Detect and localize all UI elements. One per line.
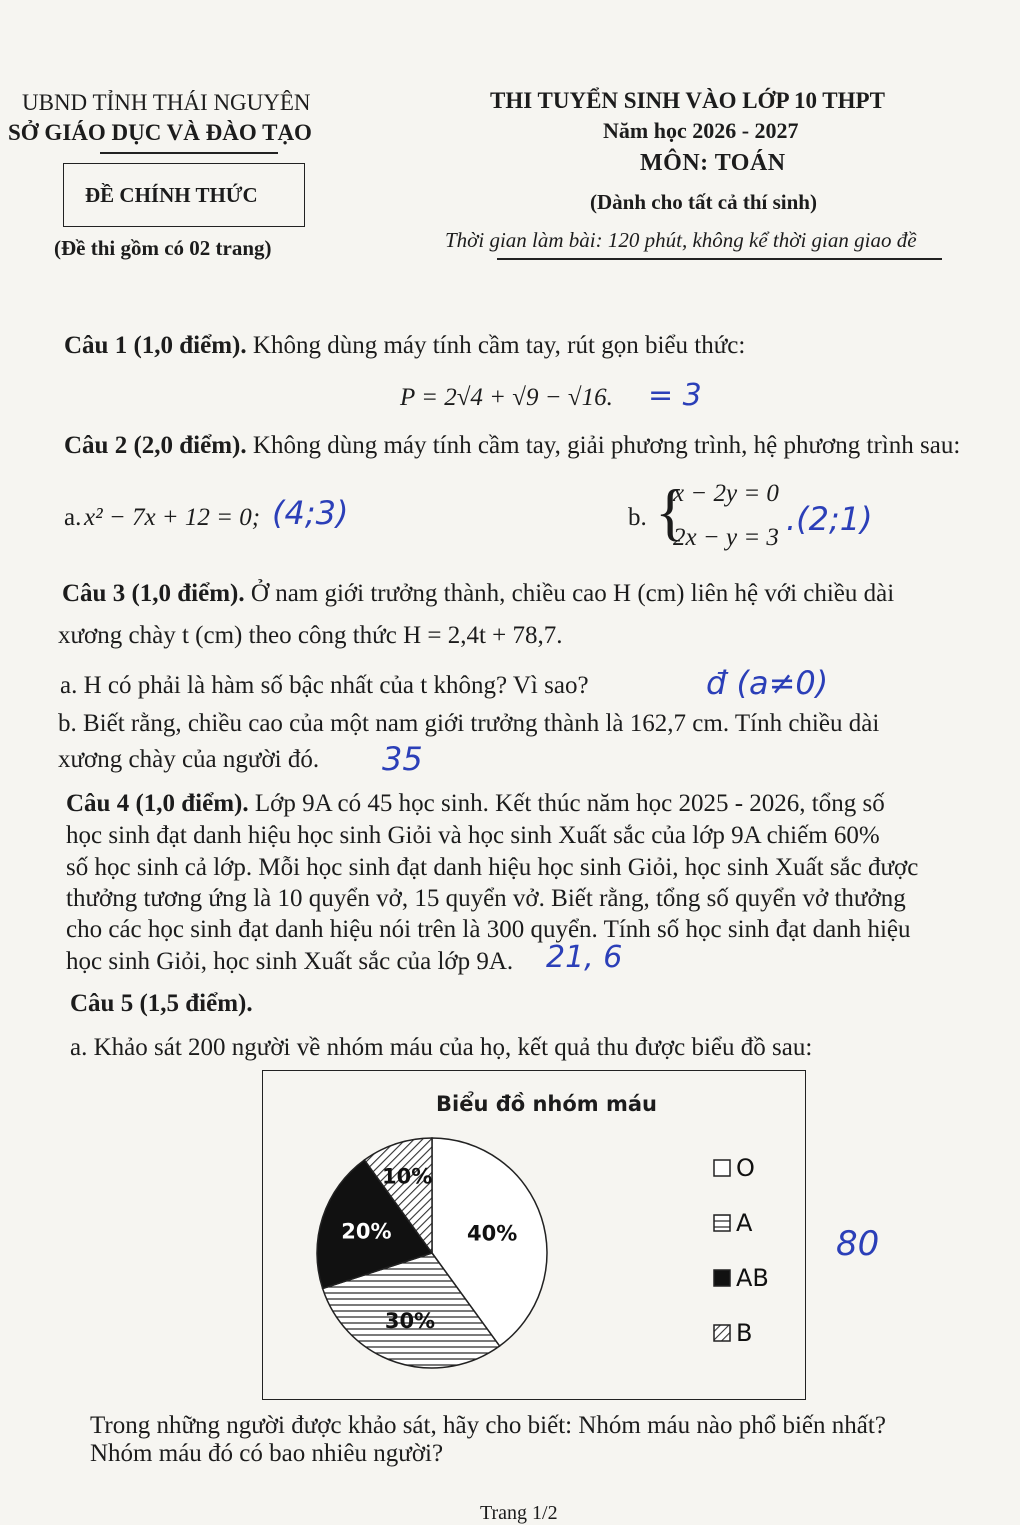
q4-line2: học sinh đạt danh hiệu học sinh Giỏi và học sinh Xuất sắc của lớp 9A chiếm 60%: [66, 822, 880, 849]
legend-label-b: B: [736, 1319, 753, 1347]
q3-b-handwritten: 35: [382, 740, 423, 778]
q5-handwritten: 80: [836, 1224, 880, 1264]
legend-label-a: A: [736, 1209, 753, 1237]
time-note: Thời gian làm bài: 120 phút, không kể thời gian giao đề: [445, 228, 917, 252]
q3-line1: [62, 580, 894, 608]
q2-a-handwritten: (4;3): [272, 494, 349, 532]
q2-a-label: a.: [64, 504, 82, 531]
legend-label-ab: AB: [736, 1264, 769, 1292]
q2-text: Không dùng máy tính cầm tay, giải phương trình, hệ phương trình sau:: [252, 432, 961, 459]
q1-handwritten: = 3: [648, 378, 702, 413]
pages-note: (Đề thi gồm có 02 trang): [54, 236, 272, 260]
q5-a: a. Khảo sát 200 người về nhóm máu của họ, kết quả thu được biểu đồ sau:: [70, 1034, 813, 1061]
q1-line: [64, 332, 745, 360]
pie-label-a: 30%: [384, 1308, 436, 1333]
q2-line: [64, 432, 960, 460]
q5-question-line1: Trong những người được khảo sát, hãy cho biết: Nhóm máu nào phổ biến nhất?: [90, 1412, 886, 1439]
header-right-line1: THI TUYỂN SINH VÀO LỚP 10 THPT: [490, 88, 885, 113]
q3-a: a. H có phải là hàm số bậc nhất của t không? Vì sao?: [60, 672, 589, 699]
official-label: ĐỀ CHÍNH THỨC: [85, 183, 258, 207]
q4-line1: [66, 790, 885, 818]
legend-swatch-a: [714, 1215, 730, 1231]
audience: (Dành cho tất cả thí sinh): [590, 190, 817, 214]
q3-title: Câu 3 (1,0 điểm).: [62, 580, 245, 607]
pie-label-b: 10%: [381, 1164, 433, 1189]
q1-formula: P = 2√4 + √9 − √16.: [400, 384, 613, 411]
legend-swatch-ab: [714, 1270, 730, 1286]
q5-question-line2: Nhóm máu đó có bao nhiêu người?: [90, 1440, 444, 1467]
legend-swatch-o: [714, 1160, 730, 1176]
header-left-underline: [100, 152, 278, 154]
q3-line2: xương chày t (cm) theo công thức H = 2,4t + 78,7.: [58, 622, 563, 649]
q4-line6: học sinh Giỏi, học sinh Xuất sắc của lớp 9A.: [66, 948, 514, 975]
q5-title: Câu 5 (1,5 điểm).: [70, 990, 253, 1017]
header-left-line1: UBND TỈNH THÁI NGUYÊN: [22, 90, 311, 115]
chart-title: Biểu đồ nhóm máu: [436, 1092, 658, 1116]
pie-label-o: 40%: [467, 1221, 518, 1246]
header-left-line2: SỞ GIÁO DỤC VÀ ĐÀO TẠO: [8, 120, 312, 145]
time-underline: [497, 258, 942, 260]
q4-title: Câu 4 (1,0 điểm).: [66, 790, 249, 817]
header-right-line2: Năm học 2026 - 2027: [603, 118, 799, 143]
subject: MÔN: TOÁN: [640, 150, 786, 176]
q3-b-line1: b. Biết rằng, chiều cao của một nam giới trưởng thành là 162,7 cm. Tính chiều dài: [58, 710, 880, 737]
q3-text1: Ở nam giới trưởng thành, chiều cao H (cm) liên hệ với chiều dài: [250, 580, 895, 607]
q4-handwritten: 21, 6: [546, 940, 623, 975]
q2-b-handwritten: .(2;1): [786, 500, 873, 538]
legend-label-o: O: [736, 1154, 755, 1182]
q4-line3: số học sinh cả lớp. Mỗi học sinh đạt danh hiệu học sinh Giỏi, học sinh Xuất sắc được: [66, 854, 919, 881]
q3-a-handwritten: đ (a≠0): [706, 664, 829, 702]
q2-b-label: b.: [628, 504, 647, 531]
q4-text1: Lớp 9A có 45 học sinh. Kết thúc năm học 2025 - 2026, tổng số: [254, 790, 885, 817]
q1-text: Không dùng máy tính cầm tay, rút gọn biểu thức:: [252, 332, 746, 359]
q1-title: Câu 1 (1,0 điểm).: [64, 332, 247, 359]
q2-b-brace: {: [655, 476, 686, 547]
page-number: Trang 1/2: [480, 1502, 558, 1524]
pie-label-ab: 20%: [341, 1219, 392, 1244]
q2-a-formula: x² − 7x + 12 = 0;: [84, 504, 261, 531]
pie-chart: [262, 1070, 804, 1398]
q3-b-line2: xương chày của người đó.: [58, 746, 320, 773]
q2-b-eq2: 2x − y = 3: [673, 524, 779, 551]
q4-line5: cho các học sinh đạt danh hiệu nói trên là 300 quyển. Tính số học sinh đạt danh hiệu: [66, 916, 911, 943]
q2-b-eq1: x − 2y = 0: [673, 480, 779, 507]
q4-line4: thưởng tương ứng là 10 quyển vở, 15 quyển vở. Biết rằng, tổng số quyển vở thưởng: [66, 885, 906, 912]
q2-title: Câu 2 (2,0 điểm).: [64, 432, 247, 459]
legend-swatch-b: [714, 1325, 730, 1341]
